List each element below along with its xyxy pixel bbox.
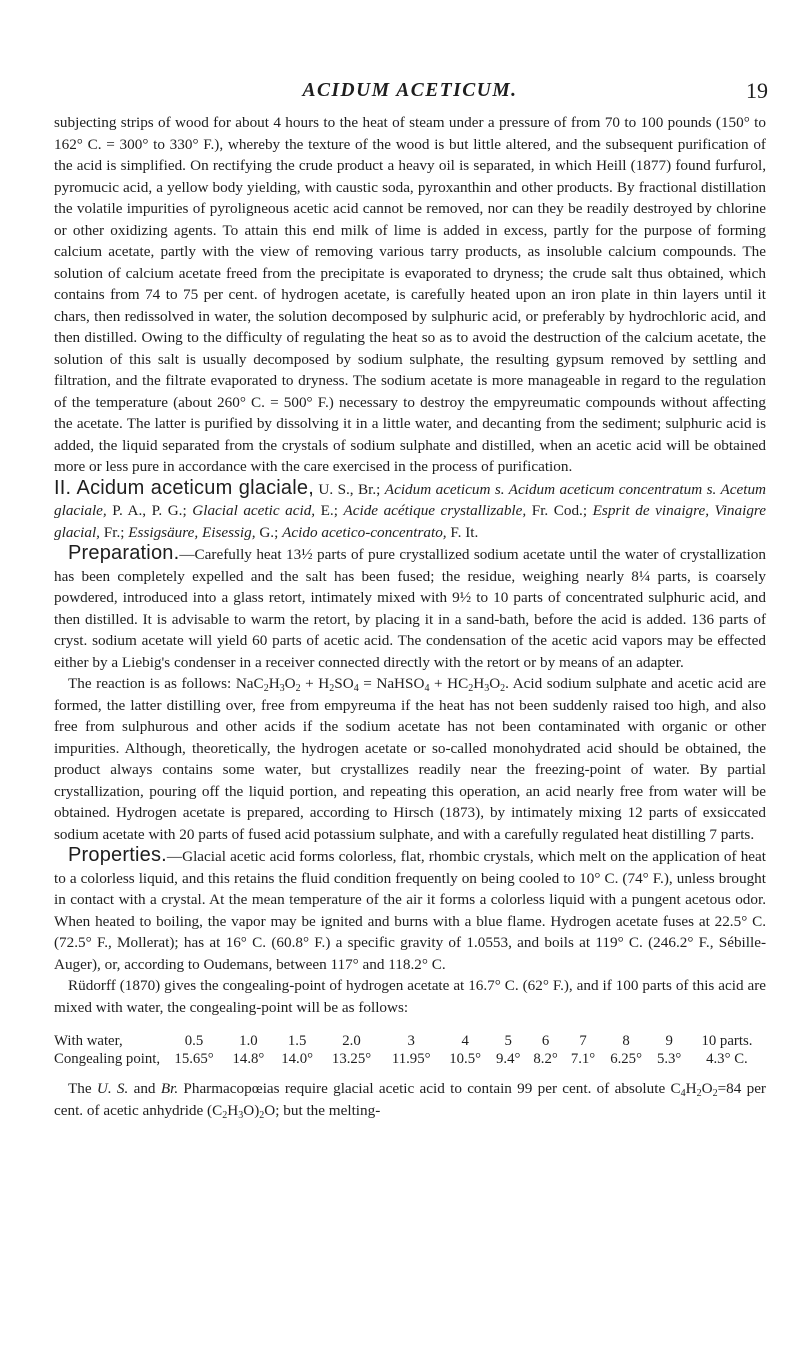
table-cell: 1.5 — [287, 1033, 307, 1049]
formula-text: H — [685, 1080, 697, 1097]
formula-text: H — [473, 675, 485, 692]
reaction-formula — [236, 675, 509, 692]
formula-subscript: 2 — [329, 683, 335, 694]
synonym-run: Essigsäure, Eisessig, — [128, 523, 256, 541]
table-cell: 9.4° — [496, 1051, 521, 1067]
formula-text: C — [670, 1080, 681, 1097]
formula-subscript: 3 — [484, 683, 490, 694]
synonym-run: Acide acétique crystallizable, — [343, 502, 527, 519]
formula-text: + H — [300, 675, 330, 692]
reaction-intro: The reaction is as follows: — [68, 675, 236, 692]
table-cell: 4 — [461, 1033, 469, 1049]
formula-subscript: 2 — [295, 683, 301, 694]
synonym-run: Acido acetico-concentrato, — [282, 523, 447, 541]
table-cell: 14.8° — [232, 1051, 265, 1067]
formula-subscript: 2 — [712, 1088, 718, 1099]
preparation-heading: Preparation. — [68, 542, 180, 564]
table-cell: 10 parts. — [701, 1033, 753, 1049]
paragraph-reaction — [54, 673, 766, 845]
formula-subscript: 2 — [222, 1109, 228, 1121]
formula-text: O — [489, 675, 501, 692]
formula-text: H — [227, 1101, 239, 1119]
formula-text: SO — [334, 675, 354, 692]
formula-subscript: 2 — [696, 1088, 702, 1099]
table-cell: 0.5 — [184, 1033, 204, 1049]
formula-subscript: 3 — [279, 683, 285, 694]
table-cell: 13.25° — [331, 1051, 372, 1067]
formula-text: =84 — [717, 1080, 742, 1097]
formula-subscript: 2 — [468, 683, 474, 694]
formula-subscript: 4 — [424, 683, 430, 694]
table-cell: 5.3° — [656, 1051, 682, 1067]
table-cell: 7 — [579, 1033, 587, 1049]
formula-subscript: 2 — [259, 1109, 265, 1121]
table-cell: 3 — [407, 1033, 415, 1049]
formula-subscript: 2 — [263, 683, 269, 694]
paragraph-pharmacopoeia — [54, 1078, 766, 1121]
synonym-run: P. A., P. G.; — [106, 502, 193, 519]
table-cell: 4.3° C. — [706, 1051, 748, 1067]
table-cell: 1.0 — [239, 1033, 258, 1049]
section-heading: II. Acidum aceticum glaciale, — [54, 476, 314, 499]
table-cell: 15.65° — [174, 1051, 214, 1067]
final-text: The — [68, 1080, 97, 1097]
paragraph-properties — [54, 845, 766, 975]
running-head — [54, 70, 766, 110]
table-cell: 9 — [665, 1033, 673, 1049]
final-text: ; but the melting- — [275, 1101, 381, 1119]
synonym-run: Fr. Cod.; — [526, 502, 593, 519]
us-abbrev: U. S. — [96, 1080, 129, 1097]
table-cell: 6.25° — [610, 1051, 642, 1067]
properties-heading: Properties. — [68, 844, 167, 866]
formula-text: O — [701, 1080, 713, 1097]
final-text: Pharmacopœias require glacial acetic acid to contain 99 per cent. of absolute — [178, 1080, 671, 1097]
table-cell: 7.1° — [570, 1051, 596, 1067]
synonym-run: F. It. — [446, 523, 479, 541]
final-text: and — [128, 1080, 161, 1097]
table-cell: 14.0° — [281, 1051, 314, 1067]
formula-text: O — [284, 675, 296, 692]
synonym-run: Glacial acetic acid, — [192, 502, 316, 519]
paragraph-wood-distillation: subjecting strips of wood for about 4 hours to the heat of steam under a pressure of from 70 to 100 pounds (150° to 162° C. = 300° to 330° F.), whereby the texture of the wood is but little altered, and the subsequent purification of the acid is simplified. On rectifying the crude product a heavy oil is separated, in which Heill (1877) found furfurol, pyromucic acid, a yellow body yielding, with caustic soda, pyroxanthin and other products. By fractional distillation the volatile impurities of pyroligneous acetic acid cannot be removed, nor can they be readily destroyed by chlorine or other oxidizing agents. To attain this end milk of lime is added in excess, partly for the purpose of forming calcium acetate, partly with the view of removing various tarry products, as insoluble calcium compounds. The solution of calcium acetate freed from the precipitate is evaporated to dryness; the crude salt thus obtained, which contains from 74 to 75 per cent. of hydrogen acetate, is carefully heated upon an iron plate in thin layers until it chars, then redissolved in water, the solution decomposed by sulphuric acid, or preferably by hydrochloric acid, and then distilled. Owing to the difficulty of regulating the heat so as to avoid the destruction of the calcium acetate, the solution of this salt is usually decomposed by sodium sulphate, the resulting gypsum removed by settling and filtration, and the filtrate evaporated to dryness. The sodium acetate is more manageable in regard to the regulation of the temperature (about 260° C. = 500° F.) necessary to destroy the empyreumatic compounds without affecting the acetate. The latter is purified by dissolving it in a little water, and decanting from the sediment; sulphuric acid is added, the liquid separated from the crystals of sodium sulphate and distilled, when an acetic acid will be obtained more or less pure in accordance with the care exercised in the process of purification. — [54, 114, 766, 475]
row-label: With water, — [54, 1033, 123, 1049]
page-number: 19 — [746, 78, 768, 103]
final-text: per cent. of acetic anhydride ( — [54, 1080, 766, 1119]
formula-text: O — [264, 1101, 276, 1119]
table-cell: 6 — [541, 1033, 550, 1049]
formula-text: C — [212, 1101, 223, 1119]
formula-acetic — [670, 1080, 741, 1097]
synonym-run: Acidum aceticum s. Acidum aceticum concentratum s. Acetum glaciale, — [54, 480, 766, 519]
section-glacial-acetic-acid — [54, 478, 766, 544]
formula-text: + HC — [429, 675, 469, 692]
table-row-congealing — [54, 1050, 766, 1068]
congealing-table — [54, 1032, 766, 1068]
table-row-water — [54, 1032, 766, 1050]
formula-text: = NaHSO — [358, 675, 425, 692]
synonym-run: Fr.; — [99, 523, 129, 541]
formula-subscript: 4 — [353, 683, 359, 694]
formula-subscript: 3 — [238, 1109, 244, 1121]
paragraph-preparation — [54, 543, 766, 673]
synonym-run: G.; — [255, 523, 283, 541]
reaction-text: Acid sodium sulphate and acetic acid are formed, the latter distilling over, free from empyreuma if the heat has not been suddenly raised too high, and also free from sulphurous and other acids if the sodium acetate has not been contaminated with organic or other impurities. Although, theoretically, the hydrogen acetate or so-called monohydrated acid should be obtained, the product always contains some water, but crystallizes readily near the freezing-point of water. By partial crystallization, pouring off the liquid portion, and repeating this operation, an acid nearly free from water will be obtained. Hydrogen acetate is prepared, according to Hirsch (1873), by intimately mixing 12 parts of exsiccated sodium acetate with 20 parts of fused acid potassium sulphate, and with a carefully regulated heat distilling 7 parts. — [54, 675, 766, 843]
formula-text: NaC — [235, 675, 264, 692]
formula-text: . — [505, 675, 509, 692]
synonym-run: E.; — [315, 502, 344, 519]
formula-subscript: 4 — [680, 1088, 686, 1099]
table-cell: 10.5° — [449, 1051, 482, 1067]
running-title: ACIDUM ACETICUM. — [302, 80, 518, 101]
preparation-text: —Carefully heat 13½ parts of pure crystallized sodium acetate until the water of crystallization has been completely expelled and the salt has been fused; the residue, weighing nearly 8¼ parts, is coarsely powdered, introduced into a glass retort, intimately mixed with 9½ to 10 parts of concentrated sulphuric acid, and then distilled. It is advisable to warm the retort, by placing it in a sand-bath, before the acid is added. 136 parts of cryst. sodium acetate will yield 60 parts of acetic acid. The condensation of the acetic acid vapors may be effected either by a Liebig's condenser in a receiver connected directly with the retort or by means of an adapter. — [54, 546, 766, 671]
row-label: Congealing point, — [54, 1051, 161, 1067]
formula-subscript: 2 — [500, 683, 506, 694]
table-cell: 2.0 — [342, 1033, 361, 1049]
br-abbrev: Br. — [160, 1080, 179, 1097]
properties-text: —Glacial acetic acid forms colorless, flat, rhombic crystals, which melt on the application of heat to a colorless liquid, and this retains the fluid condition frequently on being cooled to 10° C. (74° F.), unless brought in contact with a crystal. At the mean temperature of the air it forms a colorless liquid with a pungent acetous odor. When heated to boiling, the vapor may be ignited and burns with a blue flame. Hydrogen acetate fuses at 22.5° C. (72.5° F., Mollerat); has at 16° C. (60.8° F.) a specific gravity of 1.0553, and boils at 119° C. (246.2° F., Sébille-Auger), or, according to Oudemans, between 117° and 118.2° C. — [54, 848, 766, 973]
synonym-run: Esprit de vinaigre, Vinaigre glacial, — [54, 502, 767, 541]
formula-anhydride — [212, 1102, 275, 1119]
formula-text: O) — [243, 1101, 260, 1119]
table-cell: 8 — [622, 1033, 630, 1049]
synonym-run: U. S., Br.; — [313, 480, 385, 498]
paragraph-rudorff: Rüdorff (1870) gives the congealing-point of hydrogen acetate at 16.7° C. (62° F.), and if 100 parts of this acid are mixed with water, the congealing-point will be as follows: — [54, 977, 766, 1016]
table-cell: 5 — [504, 1033, 512, 1049]
formula-text: H — [268, 675, 280, 692]
body-text — [54, 112, 766, 1121]
page — [54, 0, 766, 1121]
table-cell: 11.95° — [391, 1051, 431, 1067]
table-cell: 8.2° — [533, 1051, 558, 1067]
